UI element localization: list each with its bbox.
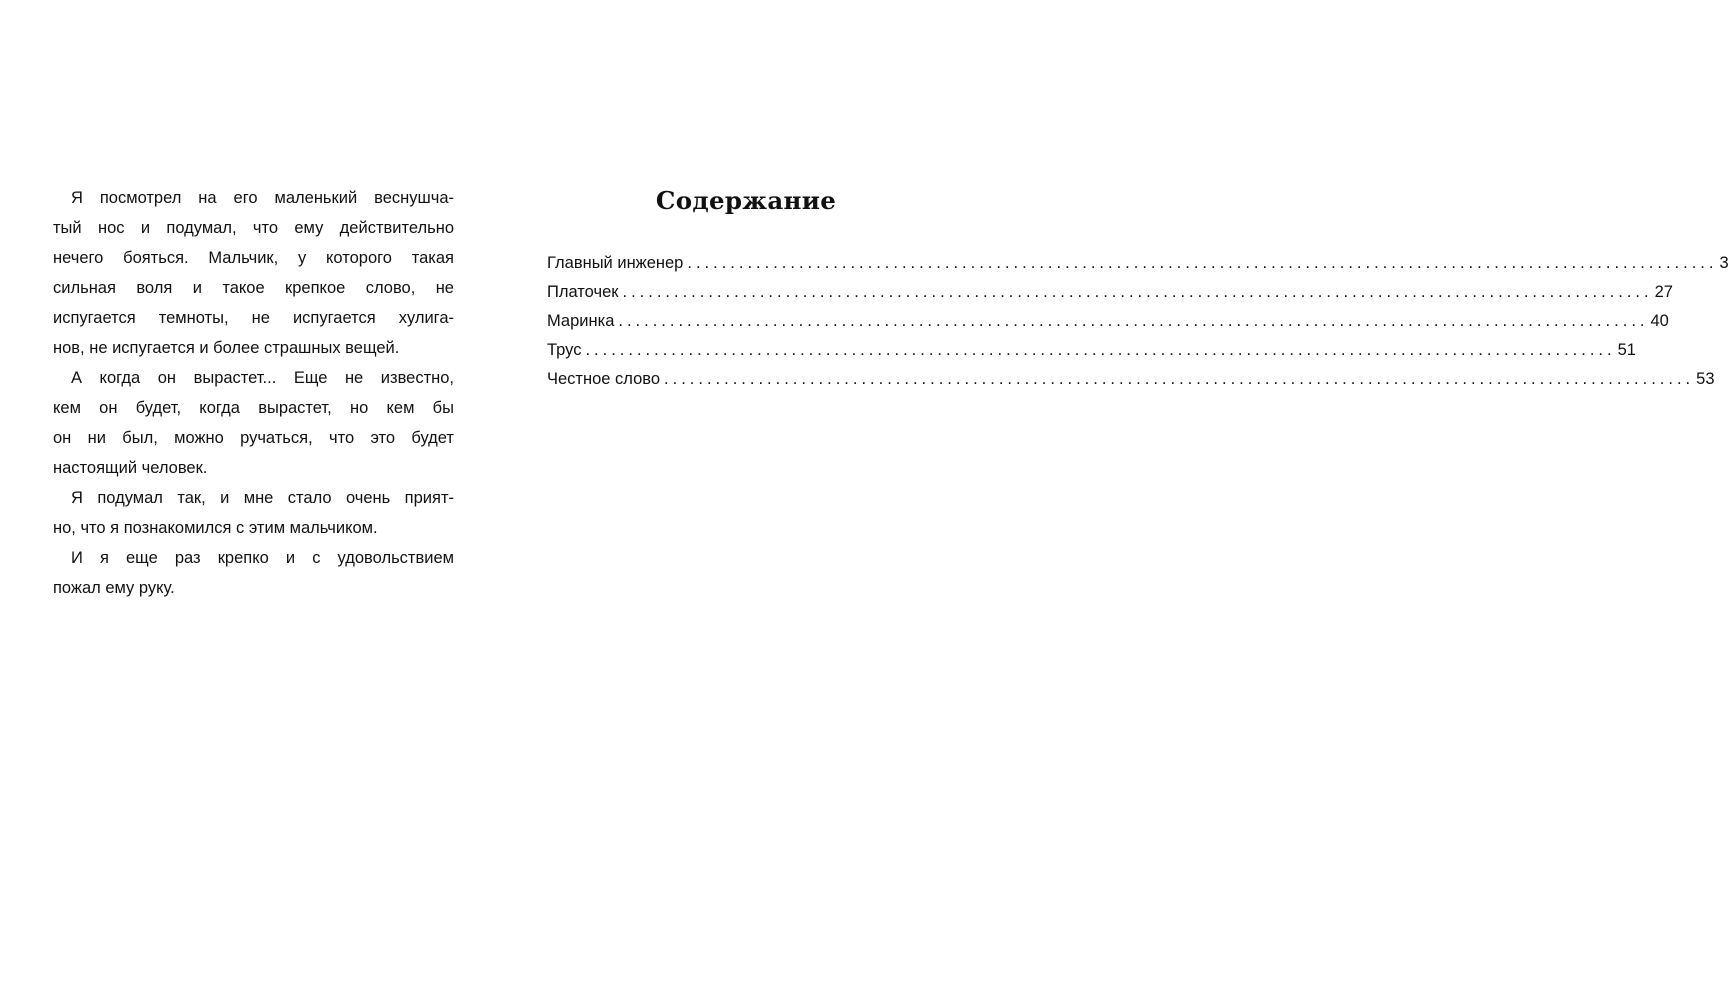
- toc-entry-label: Главный инженер: [547, 254, 684, 272]
- toc-entry-label: Платочек: [547, 283, 619, 301]
- text-line: настоящий человек.: [53, 459, 208, 477]
- toc-entry-glavny-inzhener[interactable]: [547, 249, 1729, 278]
- text-line: И я еще раз крепко и с удовольствием: [71, 549, 454, 567]
- toc-leader-dots: ........................................................................................................................: [622, 283, 1653, 301]
- toc-entry-page: 40: [1650, 312, 1669, 330]
- toc-entry-page: 53: [1696, 370, 1715, 388]
- text-line: А когда он вырастет... Еще не известно,: [71, 369, 454, 387]
- toc-entry-label: Маринка: [547, 312, 615, 330]
- text-line: Я посмотрел на его маленький веснушча-: [71, 189, 454, 207]
- text-line: он ни был, можно ручаться, что это будет: [53, 429, 454, 447]
- toc-entry-label: Честное слово: [547, 370, 661, 388]
- story-text: [53, 183, 454, 603]
- text-line: но, что я познакомился с этим мальчиком.: [53, 519, 378, 537]
- toc-entry-page: 27: [1654, 283, 1673, 301]
- text-line: пожал ему руку.: [53, 579, 175, 597]
- toc-entry-chestnoe-slovo[interactable]: [547, 365, 1715, 394]
- text-line: нов, не испугается и более страшных вещей.: [53, 339, 400, 357]
- toc-leader-dots: ........................................................................................................................: [585, 341, 1616, 359]
- toc-entry-label: Трус: [547, 341, 582, 359]
- toc-leader-dots: ........................................................................................................................: [664, 370, 1695, 388]
- toc-entry-marinka[interactable]: [547, 307, 1669, 336]
- toc-title: Содержание: [655, 186, 837, 215]
- toc-entry-page: 3: [1719, 254, 1729, 272]
- toc-entry-platochek[interactable]: [547, 278, 1673, 307]
- text-line: испугается темноты, не испугается хулига-: [53, 309, 454, 327]
- text-line: кем он будет, когда вырастет, но кем бы: [53, 399, 454, 417]
- table-of-contents: [547, 249, 1729, 394]
- toc-entry-trus[interactable]: [547, 336, 1636, 365]
- toc-entry-page: 51: [1617, 341, 1636, 359]
- text-line: сильная воля и такое крепкое слово, не: [53, 279, 454, 297]
- toc-leader-dots: ........................................................................................................................: [687, 254, 1718, 272]
- text-line: тый нос и подумал, что ему действительно: [53, 219, 454, 237]
- text-line: Я подумал так, и мне стало очень прият-: [71, 489, 454, 507]
- toc-leader-dots: ........................................................................................................................: [618, 312, 1649, 330]
- text-line: нечего бояться. Мальчик, у которого такая: [53, 249, 454, 267]
